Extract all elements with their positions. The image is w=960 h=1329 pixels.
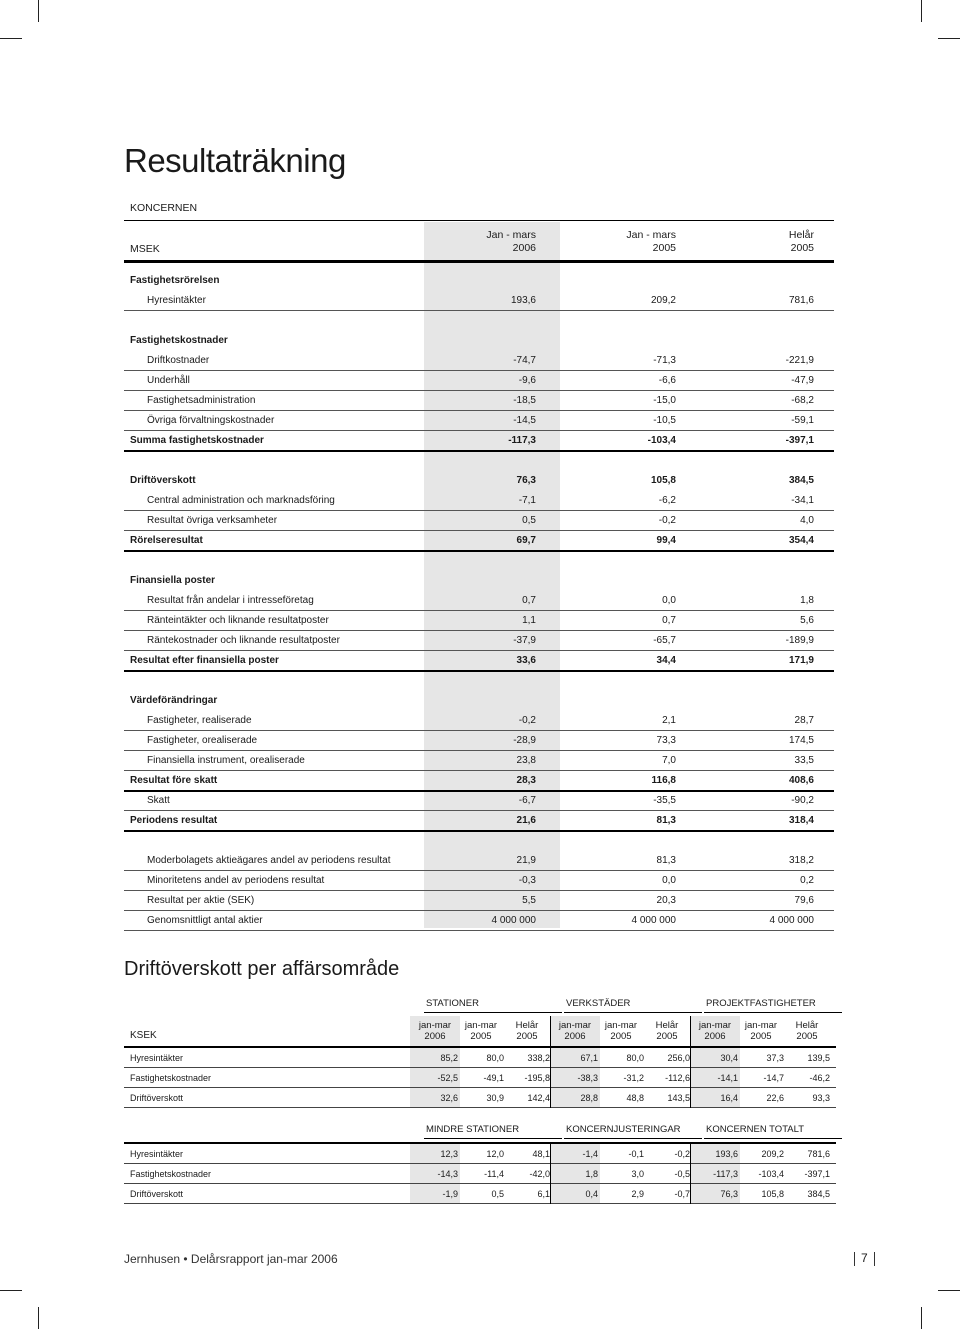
row-value: -10,5: [653, 415, 676, 426]
row-value: 7,0: [662, 755, 676, 766]
row-value: 0,7: [662, 615, 676, 626]
row-value: 4,0: [800, 515, 814, 526]
row-label: Finansiella poster: [130, 575, 216, 586]
row-label: Resultat före skatt: [130, 775, 218, 786]
footer-text: Jernhusen • Delårsrapport jan-mar 2006: [124, 1252, 338, 1266]
row-label: Periodens resultat: [130, 815, 218, 826]
column-header-period: jan-mar: [698, 1020, 732, 1031]
row-value: 318,4: [788, 815, 814, 826]
row-value: -6,7: [518, 795, 536, 806]
row-value: 48,8: [626, 1093, 644, 1103]
row-label: Fastigheter, realiserade: [147, 715, 252, 726]
column-header-period: jan-mar: [744, 1020, 778, 1031]
table-row: [124, 371, 834, 391]
row-value: -68,2: [791, 395, 814, 406]
row-label: Driftöverskott: [130, 1189, 184, 1199]
row-value: 209,2: [650, 295, 676, 306]
row-value: 193,6: [715, 1149, 738, 1159]
column-header: [552, 1020, 598, 1042]
row-value: 6,1: [537, 1189, 550, 1199]
table-row: [124, 711, 834, 731]
row-value: 33,5: [794, 755, 814, 766]
column-header-period: jan-mar: [604, 1020, 638, 1031]
page-title: Resultaträkning: [124, 142, 346, 179]
group-divider: [550, 1016, 551, 1108]
row-value: 21,9: [516, 855, 536, 866]
row-value: 139,5: [807, 1053, 830, 1063]
column-header-period: jan-mar: [558, 1020, 592, 1031]
row-value: 80,0: [626, 1053, 644, 1063]
column-header: [738, 1020, 784, 1042]
column-header: [694, 229, 814, 255]
page-number: [848, 1251, 881, 1266]
crop-mark: [38, 0, 39, 22]
row-value: 354,4: [788, 535, 814, 546]
row-value: -15,0: [653, 395, 676, 406]
row-label: Räntekostnader och liknande resultatposter: [147, 635, 340, 646]
row-value: 0,4: [585, 1189, 598, 1199]
row-label: Finansiella instrument, orealiserade: [147, 755, 305, 766]
row-value: -117,3: [713, 1169, 738, 1179]
row-value: -31,2: [623, 1073, 644, 1083]
row-value: -397,1: [785, 435, 814, 446]
column-header-period: Helår: [795, 1020, 819, 1031]
row-value: 67,1: [580, 1053, 598, 1063]
row-value: 28,3: [516, 775, 536, 786]
row-value: 105,8: [650, 475, 676, 486]
table-row: [124, 891, 834, 911]
table-row: [124, 631, 834, 651]
table-row: [124, 411, 834, 431]
table-row: [124, 571, 834, 590]
group-divider: [690, 1016, 691, 1108]
row-value: 37,3: [766, 1053, 784, 1063]
row-value: -35,5: [653, 795, 676, 806]
row-value: 171,9: [788, 655, 814, 666]
column-header-row: [124, 1016, 836, 1048]
row-value: -34,1: [791, 495, 814, 506]
row-label: Övriga förvaltningskostnader: [147, 415, 275, 426]
table-row: [124, 651, 834, 672]
row-label: Resultat per aktie (SEK): [147, 895, 255, 906]
row-value: -9,6: [518, 375, 536, 386]
row-value: 781,6: [807, 1149, 830, 1159]
column-header-year: 2005: [790, 242, 814, 254]
table-row: [124, 771, 834, 792]
unit-label: MSEK: [130, 243, 160, 255]
row-value: -37,9: [513, 635, 536, 646]
row-value: -14,1: [717, 1073, 738, 1083]
row-value: 20,3: [656, 895, 676, 906]
group-underline: [424, 1012, 562, 1013]
table-row: [124, 271, 834, 290]
table-row: [124, 491, 834, 511]
column-header-year: 2005: [610, 1031, 632, 1042]
row-value: -11,4: [484, 1169, 504, 1179]
column-header-year: 2005: [750, 1031, 772, 1042]
row-value: 1,8: [585, 1169, 598, 1179]
row-value: -0,2: [658, 515, 676, 526]
group-underline: [564, 1138, 702, 1139]
row-label: Summa fastighetskostnader: [130, 435, 264, 446]
row-value: -397,1: [804, 1169, 830, 1179]
column-header-period: jan-mar: [418, 1020, 452, 1031]
row-value: -1,4: [582, 1149, 598, 1159]
row-value: -0,3: [518, 875, 536, 886]
group-divider: [690, 1142, 691, 1204]
row-value: -0,5: [674, 1169, 690, 1179]
group-underline: [424, 1138, 562, 1139]
row-value: 4 000 000: [769, 915, 814, 926]
row-value: 30,9: [486, 1093, 504, 1103]
row-label: Hyresintäkter: [130, 1149, 184, 1159]
row-label: Minoritetens andel av periodens resultat: [147, 875, 325, 886]
row-value: 76,3: [720, 1189, 738, 1199]
column-header-period: Helår: [655, 1020, 679, 1031]
column-header: [598, 1020, 644, 1042]
group-underline: [704, 1138, 842, 1139]
column-header: [784, 1020, 830, 1042]
row-value: 81,3: [656, 855, 676, 866]
column-header-year: 2005: [656, 1031, 678, 1042]
column-header: [692, 1020, 738, 1042]
row-value: 338,2: [527, 1053, 550, 1063]
row-value: 34,4: [656, 655, 676, 666]
row-value: 48,1: [532, 1149, 550, 1159]
row-label: Driftkostnader: [147, 355, 210, 366]
row-value: 256,0: [667, 1053, 690, 1063]
unit-label: KSEK: [130, 1030, 157, 1041]
row-value: 33,6: [516, 655, 536, 666]
table-row: [124, 691, 834, 710]
table-row: [124, 871, 834, 891]
row-value: -221,9: [785, 355, 814, 366]
row-label: Central administration och marknadsföring: [147, 495, 335, 506]
crop-mark: [921, 1307, 922, 1329]
row-value: -71,3: [653, 355, 676, 366]
row-value: -52,5: [437, 1073, 458, 1083]
column-header: [556, 229, 676, 255]
group-underline: [564, 1012, 702, 1013]
row-value: 0,0: [662, 875, 676, 886]
row-value: 85,2: [440, 1053, 458, 1063]
crop-mark: [938, 38, 960, 39]
segment-table-2: [124, 1124, 836, 1204]
row-label: Genomsnittligt antal aktier: [147, 915, 263, 926]
row-label: Ränteintäkter och liknande resultatposter: [147, 615, 329, 626]
column-header-year: 2006: [564, 1031, 586, 1042]
row-value: -7,1: [518, 495, 536, 506]
row-value: 12,0: [486, 1149, 504, 1159]
row-value: -59,1: [791, 415, 814, 426]
row-value: -28,9: [513, 735, 536, 746]
column-header-period: Helår: [515, 1020, 539, 1031]
column-header: [412, 1020, 458, 1042]
group-underline: [704, 1012, 842, 1013]
row-value: 174,5: [788, 735, 814, 746]
table-row: [124, 751, 834, 771]
row-value: 99,4: [656, 535, 676, 546]
row-value: -195,8: [524, 1073, 550, 1083]
row-value: 142,4: [527, 1093, 550, 1103]
group-header: MINDRE STATIONER: [426, 1124, 520, 1135]
row-value: 5,6: [800, 615, 814, 626]
row-value: -189,9: [785, 635, 814, 646]
table-row: [124, 291, 834, 311]
table-row: [124, 1184, 836, 1204]
row-value: -0,1: [628, 1149, 644, 1159]
row-value: -14,3: [437, 1169, 458, 1179]
row-value: 0,5: [491, 1189, 504, 1199]
row-value: 408,6: [788, 775, 814, 786]
row-value: 93,3: [812, 1093, 830, 1103]
table-row: [124, 391, 834, 411]
row-value: 80,0: [486, 1053, 504, 1063]
row-value: -112,6: [665, 1073, 690, 1083]
table-row: [124, 1068, 836, 1088]
row-label: Skatt: [147, 795, 170, 806]
row-value: 1,1: [522, 615, 536, 626]
table-row: [124, 911, 834, 931]
row-label: Resultat efter finansiella poster: [130, 655, 279, 666]
column-header: [458, 1020, 504, 1042]
row-label: Resultat övriga verksamheter: [147, 515, 278, 526]
crop-mark: [0, 38, 22, 39]
row-value: 0,2: [800, 875, 814, 886]
group-divider: [550, 1142, 551, 1204]
row-label: Hyresintäkter: [147, 295, 206, 306]
column-header: [504, 1020, 550, 1042]
table-row: [124, 791, 834, 811]
row-value: 0,0: [662, 595, 676, 606]
table-section-header: [124, 198, 834, 221]
table-row: [124, 611, 834, 631]
row-value: 28,7: [794, 715, 814, 726]
column-header-year: 2006: [424, 1031, 446, 1042]
row-label: Underhåll: [147, 375, 190, 386]
row-value: 1,8: [800, 595, 814, 606]
row-value: -0,2: [518, 715, 536, 726]
column-header-period: jan-mar: [464, 1020, 498, 1031]
row-value: -42,0: [529, 1169, 550, 1179]
row-value: 76,3: [516, 475, 536, 486]
row-value: 28,8: [580, 1093, 598, 1103]
row-value: -18,5: [513, 395, 536, 406]
column-header-year: 2005: [652, 242, 676, 254]
group-header: STATIONER: [426, 998, 479, 1009]
row-value: -49,1: [483, 1073, 504, 1083]
column-header-year: 2005: [470, 1031, 492, 1042]
page-number-value: 7: [861, 1251, 868, 1265]
column-header: [644, 1020, 690, 1042]
column-header-period: Jan - mars: [486, 229, 536, 241]
row-label: Värdeförändringar: [130, 695, 218, 706]
row-value: -14,7: [763, 1073, 784, 1083]
row-label: Fastighetskostnader: [130, 1169, 212, 1179]
row-label: Moderbolagets aktieägares andel av periodens resultat: [147, 855, 391, 866]
row-value: 0,5: [522, 515, 536, 526]
column-header-year: 2005: [796, 1031, 818, 1042]
table-row: [124, 591, 834, 611]
row-label: Rörelseresultat: [130, 535, 203, 546]
row-value: 12,3: [440, 1149, 458, 1159]
row-value: 193,6: [510, 295, 536, 306]
column-header-row: [124, 222, 834, 263]
row-value: -74,7: [513, 355, 536, 366]
row-value: -90,2: [791, 795, 814, 806]
row-value: -14,5: [513, 415, 536, 426]
column-header-period: Helår: [788, 229, 814, 241]
row-value: 2,9: [631, 1189, 644, 1199]
row-value: 16,4: [720, 1093, 738, 1103]
table-row: [124, 511, 834, 531]
group-header: KONCERNEN TOTALT: [706, 1124, 805, 1135]
table-row: [124, 1048, 836, 1068]
row-value: 781,6: [788, 295, 814, 306]
column-header-year: 2005: [516, 1031, 538, 1042]
table-row: [124, 1144, 836, 1164]
table-row: [124, 471, 834, 490]
row-value: 81,3: [656, 815, 676, 826]
row-label: Driftöverskott: [130, 475, 196, 486]
row-value: -6,2: [658, 495, 676, 506]
row-value: 0,7: [522, 595, 536, 606]
crop-mark: [938, 1290, 960, 1291]
row-value: -103,4: [758, 1169, 784, 1179]
row-value: 3,0: [631, 1169, 644, 1179]
table-row: [124, 811, 834, 832]
row-value: 384,5: [807, 1189, 830, 1199]
section-title: Driftöverskott per affärsområde: [124, 958, 400, 980]
row-value: -0,7: [674, 1189, 690, 1199]
row-value: 4 000 000: [631, 915, 676, 926]
row-label: Fastighetskostnader: [130, 335, 228, 346]
row-value: -65,7: [653, 635, 676, 646]
column-header-year: 2006: [704, 1031, 726, 1042]
row-value: -103,4: [647, 435, 676, 446]
row-value: 21,6: [516, 815, 536, 826]
crop-mark: [0, 1290, 22, 1291]
table-row: [124, 731, 834, 751]
row-value: 105,8: [761, 1189, 784, 1199]
row-label: Resultat från andelar i intresseföretag: [147, 595, 314, 606]
group-header: VERKSTÄDER: [566, 998, 631, 1009]
table-row: [124, 1164, 836, 1184]
row-value: -117,3: [508, 435, 536, 446]
row-value: 116,8: [651, 775, 676, 786]
crop-mark: [921, 0, 922, 22]
row-value: 23,8: [516, 755, 536, 766]
table-row: [124, 1088, 836, 1108]
row-label: Fastighetsrörelsen: [130, 275, 220, 286]
table-row: [124, 351, 834, 371]
row-label: Driftöverskott: [130, 1093, 184, 1103]
row-value: 79,6: [794, 895, 814, 906]
column-header-year: 2006: [512, 242, 536, 254]
row-value: -47,9: [791, 375, 814, 386]
table-row: [124, 531, 834, 552]
row-value: -6,6: [658, 375, 676, 386]
table-row: [124, 331, 834, 350]
group-header: KONCERNJUSTERINGAR: [566, 1124, 681, 1135]
group-header: PROJEKTFASTIGHETER: [706, 998, 816, 1009]
row-value: 22,6: [766, 1093, 784, 1103]
row-label: Fastighetskostnader: [130, 1073, 212, 1083]
row-value: 318,2: [788, 855, 814, 866]
row-value: 5,5: [522, 895, 536, 906]
row-value: 30,4: [720, 1053, 738, 1063]
segment-table-1: [124, 998, 836, 1108]
row-label: Fastighetsadministration: [147, 395, 256, 406]
row-label: Hyresintäkter: [130, 1053, 184, 1063]
row-value: 4 000 000: [491, 915, 536, 926]
row-value: 2,1: [662, 715, 676, 726]
table-row: [124, 431, 834, 452]
column-header: [416, 229, 536, 255]
row-value: -1,9: [442, 1189, 458, 1199]
crop-mark: [38, 1307, 39, 1329]
row-label: Fastigheter, orealiserade: [147, 735, 258, 746]
row-value: 384,5: [788, 475, 814, 486]
row-value: -38,3: [577, 1073, 598, 1083]
row-value: -0,2: [674, 1149, 690, 1159]
row-value: 73,3: [656, 735, 676, 746]
row-value: 69,7: [516, 535, 536, 546]
row-value: 143,5: [667, 1093, 690, 1103]
table-row: [124, 851, 834, 871]
row-value: 32,6: [440, 1093, 458, 1103]
column-header-period: Jan - mars: [626, 229, 676, 241]
row-value: 209,2: [761, 1149, 784, 1159]
row-value: -46,2: [809, 1073, 830, 1083]
section-label: KONCERNEN: [130, 202, 198, 214]
